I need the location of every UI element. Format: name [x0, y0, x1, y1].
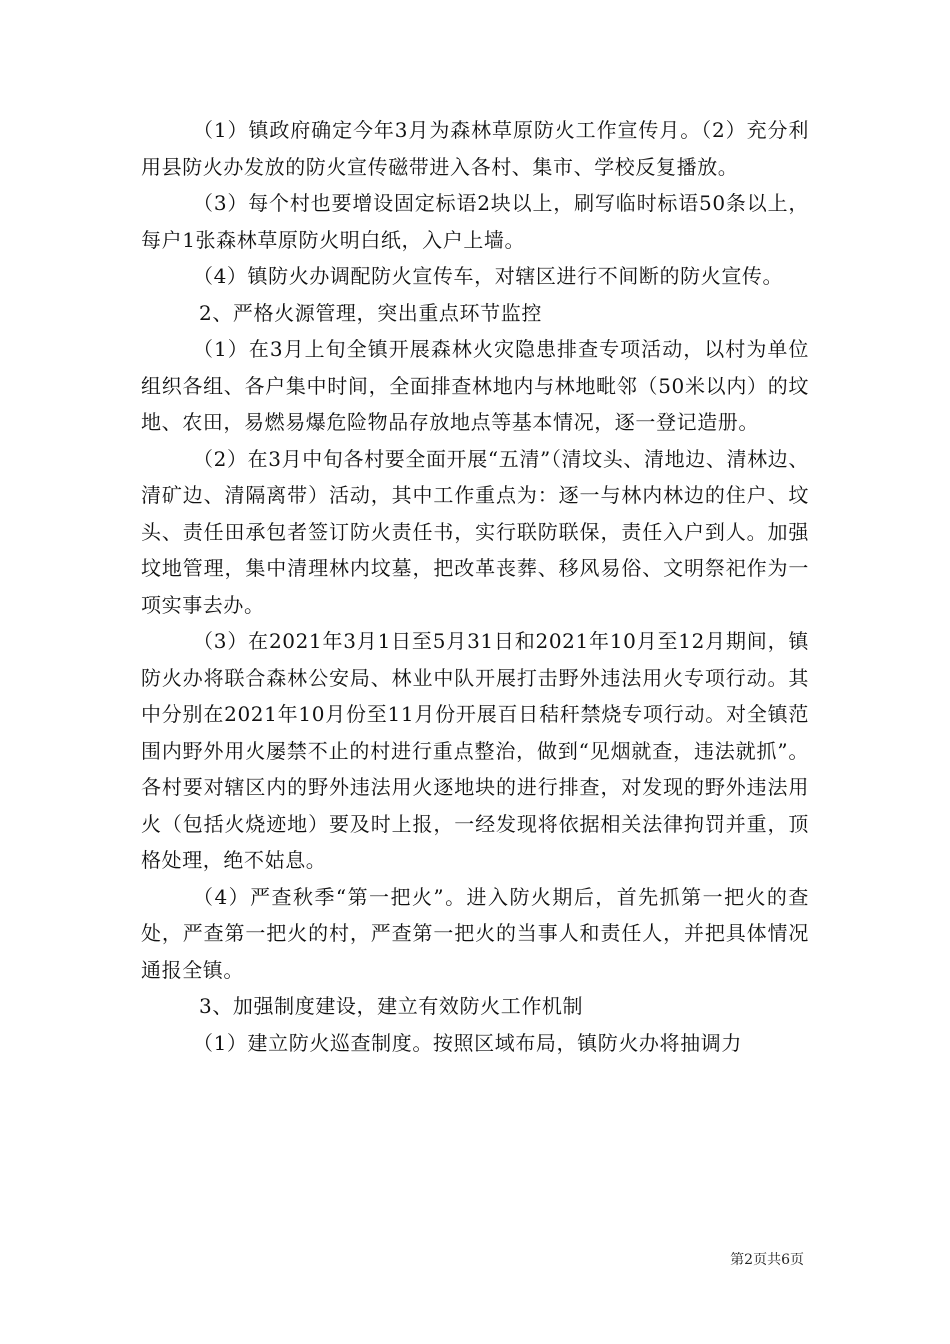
page-number-footer: 第2页共6页: [730, 1252, 804, 1268]
paragraph-2: （3）每个村也要增设固定标语2块以上，刷写临时标语50条以上，每户1张森林草原防火明白纸，入户上墙。: [141, 191, 809, 252]
document-body: [141, 112, 809, 1061]
paragraph-3: （4）镇防火办调配防火宣传车，对辖区进行不间断的防火宣传。: [193, 264, 784, 288]
paragraph-8: （4）严查秋季“第一把火”。进入防火期后，首先抓第一把火的查处，严查第一把火的村，严查第一把火的当事人和责任人，并把具体情况通报全镇。: [141, 884, 809, 982]
paragraph-7: （3）在2021年3月1日至5月31日和2021年10月至12月期间，镇防火办将联合森林公安局、林业中队开展打击野外违法用火专项行动。其中分别在2021年10月份至11月份开展百日秸秆禁烧专项行动。对全镇范围内野外用火屡禁不止的村进行重点整治，做到“见烟就查，违法就抓”。各村要对辖区内的野外违法用火逐地块的进行排查，对发现的野外违法用火（包括火烧迹地）要及时上报，一经发现将依据相关法律拘罚并重，顶格处理，绝不姑息。: [141, 629, 809, 872]
paragraph-5: （1）在3月上旬全镇开展森林火灾隐患排查专项活动，以村为单位组织各组、各户集中时间，全面排查林地内与林地毗邻（50米以内）的坟地、农田，易燃易爆危险物品存放地点等基本情况，逐一登记造册。: [141, 337, 809, 434]
paragraph-1: （1）镇政府确定今年3月为森林草原防火工作宣传月。（2）充分利用县防火办发放的防火宣传磁带进入各村、集市、学校反复播放。: [141, 118, 809, 179]
section-heading-3: 3、加强制度建设，建立有效防火工作机制: [199, 994, 584, 1018]
section-heading-2: 2、严格火源管理，突出重点环节监控: [199, 300, 542, 325]
paragraph-10: （1）建立防火巡查制度。按照区域布局，镇防火办将抽调力: [193, 1030, 742, 1055]
paragraph-6: （2）在3月中旬各村要全面开展“五清”（清坟头、清地边、清林边、清矿边、清隔离带）活动，其中工作重点为：逐一与林内林边的住户、坟头、责任田承包者签订防火责任书，实行联防联保，责任入户到人。加强坟地管理，集中清理林内坟墓，把改革丧葬、移风易俗、文明祭祀作为一项实事去办。: [141, 446, 809, 617]
